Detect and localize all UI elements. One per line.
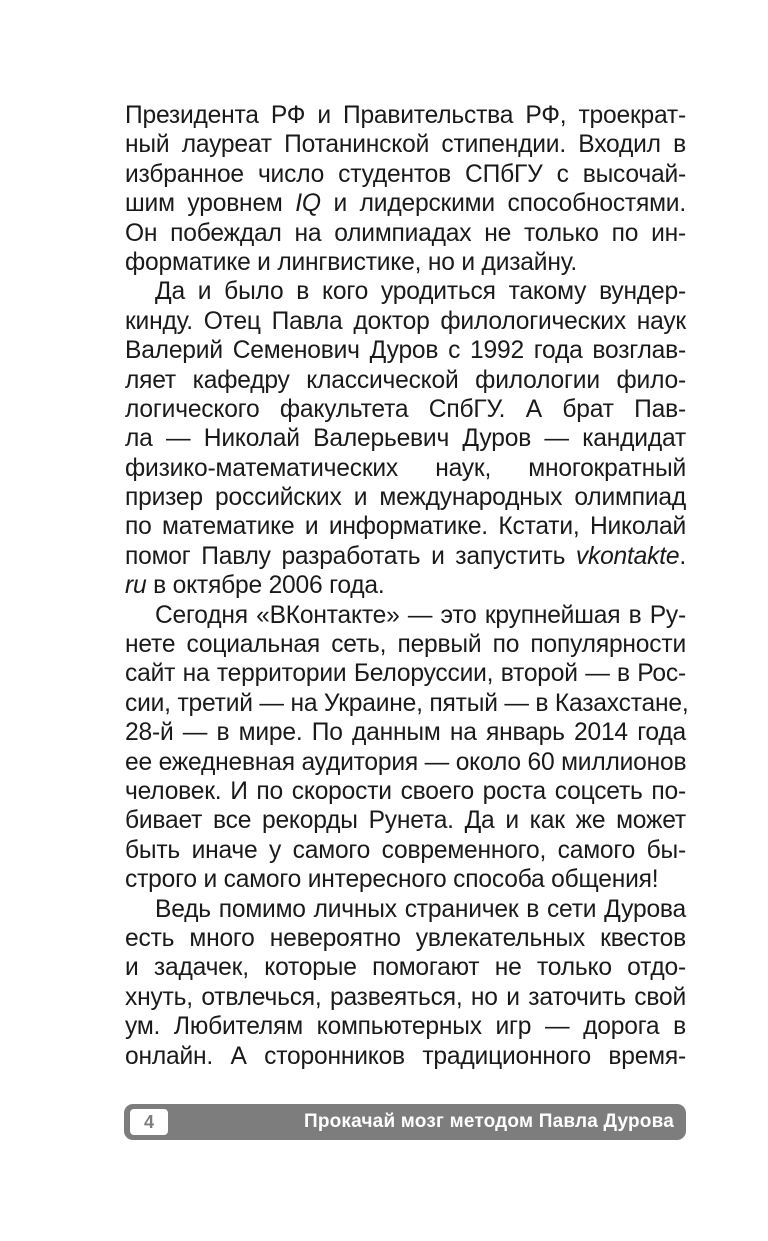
line-text: Сегодня «ВКонтакте» — это крупнейшая в Ру- — [155, 601, 686, 629]
page-body-text — [125, 101, 689, 1071]
footer-bar — [124, 1104, 686, 1140]
line-text: ляет кафедру классической филологии фило- — [125, 366, 686, 394]
line-text: шим уровнем — [125, 190, 296, 218]
text-line — [125, 806, 686, 835]
line-text: есть много невероятно увлекательных квестов — [125, 924, 686, 952]
line-text: форматике и лингвистике, но и дизайну. — [125, 248, 577, 276]
line-text: по математике и информатике. Кстати, Николай — [125, 513, 686, 541]
line-text: быть иначе у самого современного, самого бы- — [125, 836, 686, 864]
text-line — [125, 1012, 686, 1041]
text-line — [125, 777, 686, 806]
line-text: физико-математических наук, многократный — [125, 454, 686, 482]
text-line — [125, 748, 686, 777]
text-line — [125, 366, 686, 395]
text-line — [125, 542, 686, 571]
text-line — [125, 924, 686, 953]
text-line — [125, 219, 686, 248]
text-line — [125, 307, 686, 336]
text-line — [125, 160, 686, 189]
italic-term: IQ — [295, 190, 321, 218]
text-line — [125, 1042, 686, 1071]
text-line — [125, 424, 686, 453]
line-text: ный лауреат Потанинской стипендии. Входил в — [125, 131, 686, 159]
line-text: хнуть, отвлечься, развеяться, но и заточить свой — [125, 983, 686, 1011]
line-text: и лидерскими способностями. — [320, 190, 686, 218]
running-title: Прокачай мозг методом Павла Дурова — [303, 1111, 674, 1132]
text-line — [125, 336, 686, 365]
text-line — [125, 865, 686, 894]
text-line — [125, 130, 686, 159]
text-line — [125, 953, 686, 982]
text-line — [125, 718, 686, 747]
text-line — [125, 571, 686, 600]
text-line — [125, 689, 689, 718]
line-text: и задачек, которые помогают не только отдо- — [125, 954, 686, 982]
line-text: нете социальная сеть, первый по популярности — [125, 631, 686, 659]
line-text: 28-й — в мире. По данным на январь 2014 года — [125, 719, 686, 747]
text-line — [125, 395, 686, 424]
line-text: помог Павлу разработать и запустить — [125, 542, 576, 570]
line-text: Он побеждал на олимпиадах не только по ин- — [125, 219, 686, 247]
line-text: человек. И по скорости своего роста соцсеть по- — [125, 777, 686, 805]
line-text: сайт на территории Белоруссии, второй — в Рос- — [125, 660, 686, 688]
text-line — [125, 483, 686, 512]
text-line — [125, 248, 686, 277]
text-line — [125, 454, 686, 483]
line-text: Ведь помимо личных страничек в сети Дурова — [155, 895, 686, 923]
line-text: в октябре 2006 года. — [146, 572, 385, 600]
line-text: бивает все рекорды Рунета. Да и как же может — [125, 807, 686, 835]
line-text: избранное число студентов СПбГУ с высочай- — [125, 160, 686, 188]
text-line — [125, 836, 686, 865]
italic-term: vkontakte — [575, 542, 680, 570]
line-text: ум. Любителям компьютерных игр — дорога в — [125, 1013, 686, 1041]
text-line — [125, 630, 686, 659]
text-line — [125, 277, 686, 306]
line-text: призер российских и международных олимпиад — [125, 484, 686, 512]
text-line — [125, 101, 686, 130]
text-line — [125, 895, 686, 924]
text-line — [125, 189, 686, 218]
line-text: кинду. Отец Павла доктор филологических наук — [125, 307, 686, 335]
text-line — [125, 512, 686, 541]
page-number: 4 — [130, 1109, 168, 1135]
line-text: логического факультета СпбГУ. А брат Пав- — [125, 395, 686, 423]
line-text: Валерий Семенович Дуров с 1992 года возглав- — [125, 337, 686, 365]
italic-term: ru — [125, 572, 147, 600]
line-text: Президента РФ и Правительства РФ, троекрат- — [125, 102, 686, 129]
text-line — [125, 983, 686, 1012]
line-text: строго и самого интересного способа общения! — [125, 866, 659, 894]
line-text: ла — Николай Валерьевич Дуров — кандидат — [125, 425, 686, 453]
line-text: . — [679, 542, 686, 570]
line-text: онлайн. А сторонников традиционного время- — [125, 1042, 686, 1070]
text-line — [125, 601, 686, 630]
line-text: сии, третий — на Украине, пятый — в Казахстане, — [125, 689, 689, 717]
line-text: Да и было в кого уродиться такому вундер- — [155, 278, 686, 306]
line-text: ее ежедневная аудитория — около 60 миллионов — [125, 748, 687, 776]
text-line — [125, 659, 686, 688]
